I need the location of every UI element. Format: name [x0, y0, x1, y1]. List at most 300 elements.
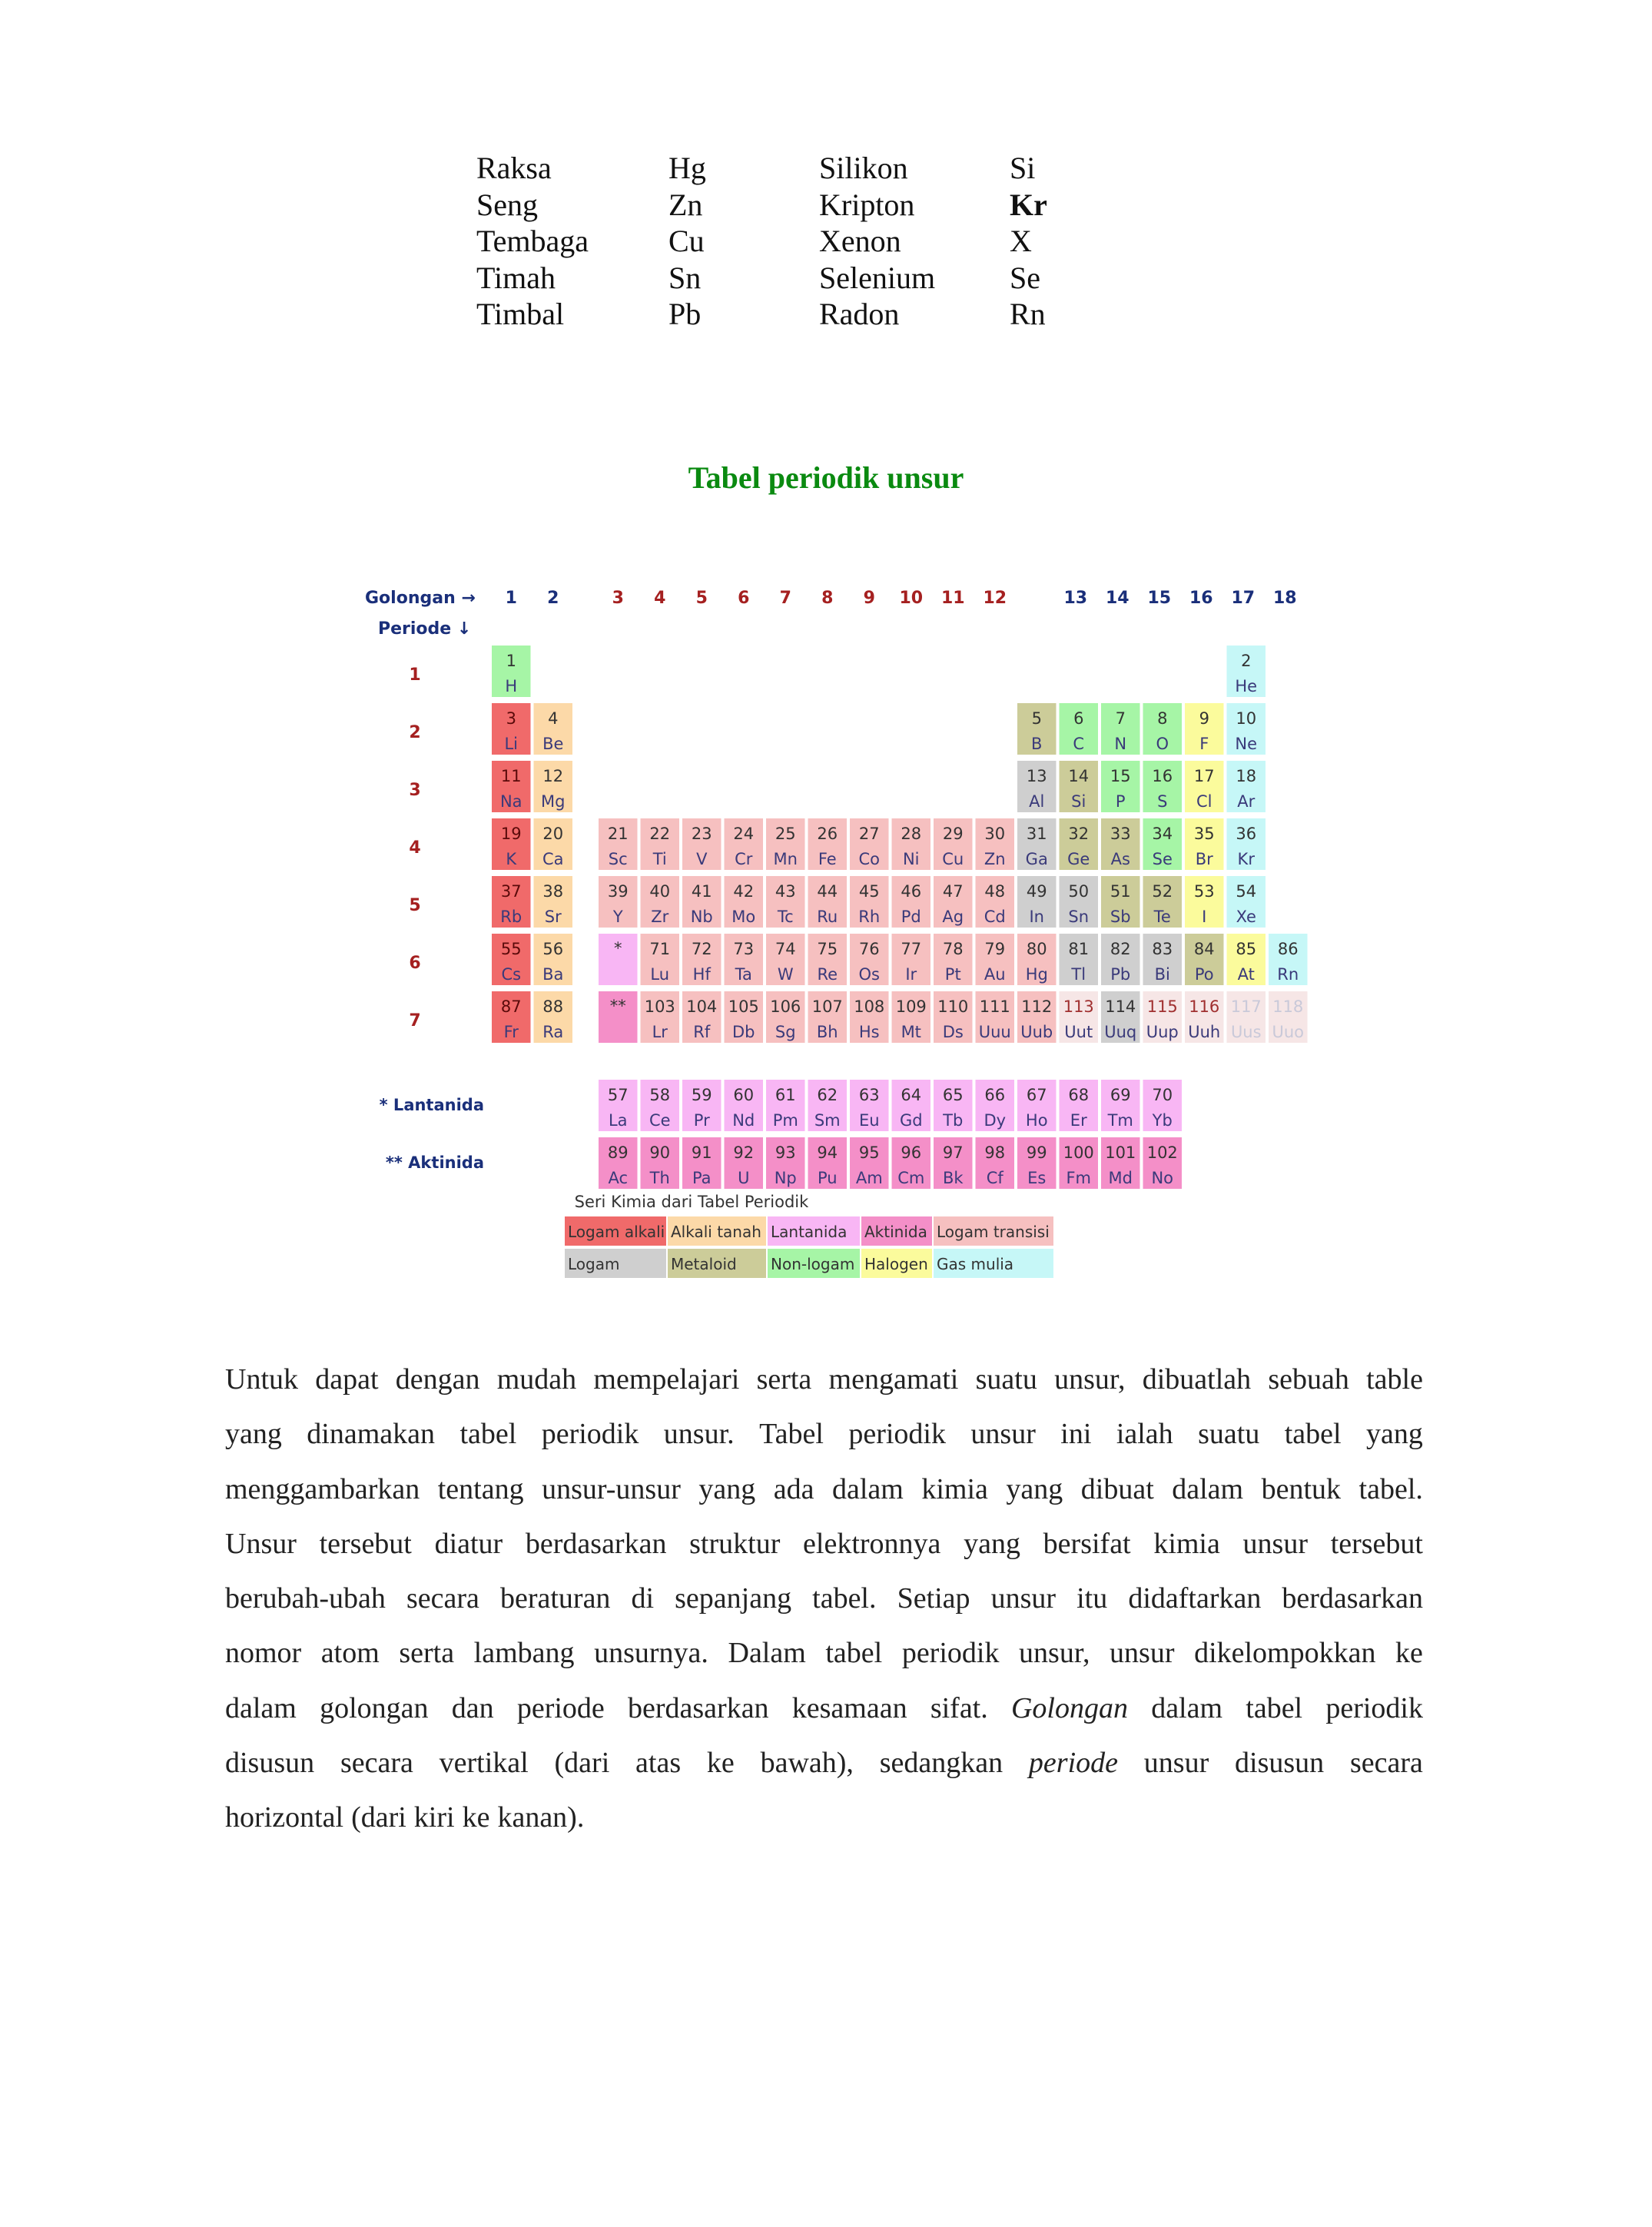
- atomic-number: 10: [1236, 709, 1257, 728]
- paragraph-line: menggambarkan tentang unsur-unsur yang ada dalam kimia yang dibuat dalam bentuk tabel.: [225, 1472, 1423, 1505]
- atomic-number: 82: [1110, 940, 1131, 958]
- atomic-number: 117: [1230, 997, 1262, 1016]
- atomic-number: 50: [1068, 882, 1090, 901]
- atomic-number: 92: [733, 1143, 755, 1162]
- element-symbol: Fr: [503, 1023, 519, 1041]
- element-symbol: Tl: [1071, 965, 1086, 984]
- element-symbol: Na: [499, 792, 522, 811]
- element-symbol: Uut: [1064, 1023, 1093, 1041]
- element-symbol: Hg: [1025, 965, 1048, 984]
- legend-label: Aktinida: [864, 1223, 927, 1241]
- atomic-number: 42: [733, 882, 755, 901]
- paragraph-line: nomor atom serta lambang unsurnya. Dalam tabel periodik unsur, unsur dikelompokkan ke: [225, 1637, 1423, 1670]
- aktinida-label: ** Aktinida: [385, 1153, 484, 1172]
- atomic-number: 28: [901, 825, 922, 843]
- paragraph-line: Untuk dapat dengan mudah mempelajari serta mengamati suatu unsur, dibuatlah sebuah table: [225, 1363, 1423, 1396]
- period-number: 5: [409, 896, 421, 915]
- atomic-number: 73: [733, 940, 755, 958]
- element-symbol: Bi: [1154, 965, 1170, 984]
- element-symbol: Th: [649, 1169, 670, 1187]
- element-symbol: La: [608, 1111, 628, 1130]
- lanthanide-marker: *: [614, 939, 622, 958]
- atomic-number: 17: [1193, 767, 1215, 785]
- element-symbol: Hs: [858, 1023, 880, 1041]
- element-symbol: Dy: [984, 1111, 1007, 1130]
- element-symbol: F: [1199, 735, 1209, 753]
- atomic-number: 100: [1063, 1143, 1094, 1162]
- atomic-number: 85: [1236, 940, 1257, 958]
- element-symbol: Md: [1108, 1169, 1133, 1187]
- atomic-number: 101: [1105, 1143, 1136, 1162]
- element-symbol: X: [1010, 224, 1032, 258]
- atomic-number: 26: [817, 825, 838, 843]
- element-symbol: Si: [1071, 792, 1086, 811]
- lantanida-label: * Lantanida: [379, 1096, 484, 1114]
- element-name: Timah: [476, 260, 556, 295]
- group-number: 4: [654, 589, 666, 608]
- element-symbol: Uuo: [1272, 1023, 1305, 1041]
- element-symbol: Pa: [692, 1169, 712, 1187]
- legend-label: Logam transisi: [937, 1223, 1050, 1241]
- atomic-number: 78: [942, 940, 964, 958]
- element-symbol: Mg: [541, 792, 566, 811]
- atomic-number: 22: [649, 825, 671, 843]
- atomic-number: 55: [500, 940, 522, 958]
- element-name-list: [476, 150, 1071, 333]
- atomic-number: 94: [817, 1143, 838, 1162]
- element-symbol: Uup: [1146, 1023, 1179, 1041]
- element-symbol: He: [1235, 677, 1258, 695]
- atomic-number: 5: [1031, 709, 1042, 728]
- element-symbol: In: [1029, 908, 1045, 926]
- atomic-number: 51: [1110, 882, 1131, 901]
- atomic-number: 61: [775, 1086, 796, 1104]
- atomic-number: 23: [691, 825, 712, 843]
- atomic-number: 112: [1021, 997, 1053, 1016]
- element-symbol: H: [505, 677, 518, 695]
- legend-label: Alkali tanah: [671, 1223, 761, 1241]
- atomic-number: 32: [1068, 825, 1090, 843]
- element-name: Raksa: [476, 151, 552, 185]
- atomic-number: 59: [691, 1086, 712, 1104]
- element-symbol: Uuq: [1104, 1023, 1137, 1041]
- element-symbol: Ar: [1237, 792, 1256, 811]
- element-symbol: Pb: [1110, 965, 1131, 984]
- group-number: 16: [1189, 589, 1213, 608]
- element-symbol: B: [1031, 735, 1043, 753]
- atomic-number: 52: [1152, 882, 1173, 901]
- element-name: Radon: [819, 297, 900, 331]
- legend-title: Seri Kimia dari Tabel Periodik: [574, 1193, 809, 1211]
- atomic-number: 70: [1152, 1086, 1173, 1104]
- legend-label: Gas mulia: [937, 1255, 1014, 1273]
- element-symbol: Br: [1195, 850, 1213, 868]
- element-symbol: Se: [1152, 850, 1173, 868]
- group-number: 6: [738, 589, 750, 608]
- atomic-number: 47: [942, 882, 964, 901]
- atomic-number: 60: [733, 1086, 755, 1104]
- element-symbol: Db: [731, 1023, 755, 1041]
- atomic-number: 6: [1073, 709, 1084, 728]
- atomic-number: 53: [1193, 882, 1215, 901]
- atomic-number: 115: [1146, 997, 1178, 1016]
- legend-label: Halogen: [864, 1255, 928, 1273]
- atomic-number: 15: [1110, 767, 1131, 785]
- element-symbol: Sm: [814, 1111, 841, 1130]
- atomic-number: 103: [644, 997, 675, 1016]
- atomic-number: 18: [1236, 767, 1257, 785]
- atomic-number: 20: [542, 825, 564, 843]
- element-symbol: Cu: [942, 850, 964, 868]
- golongan-label: Golongan →: [365, 589, 476, 608]
- group-number: 3: [612, 589, 624, 608]
- element-symbol: Hg: [668, 151, 706, 185]
- element-symbol: Am: [855, 1169, 883, 1187]
- atomic-number: 44: [817, 882, 838, 901]
- element-name: Seng: [476, 187, 538, 222]
- element-symbol: Cd: [984, 908, 1006, 926]
- element-symbol: Ni: [902, 850, 920, 868]
- period-number: 6: [409, 954, 421, 973]
- paragraph-line: yang dinamakan tabel periodik unsur. Tabel periodik unsur ini ialah suatu tabel yang: [225, 1418, 1423, 1451]
- element-symbol: No: [1151, 1169, 1174, 1187]
- element-symbol: Ce: [649, 1111, 671, 1130]
- atomic-number: 88: [542, 997, 564, 1016]
- element-symbol: Cf: [986, 1169, 1003, 1187]
- element-symbol: Os: [858, 965, 880, 984]
- element-symbol: Tm: [1107, 1111, 1133, 1130]
- element-symbol: Gd: [899, 1111, 923, 1130]
- body-paragraph: [225, 1352, 1423, 1846]
- element-symbol: Rn: [1010, 297, 1046, 331]
- group-number: 13: [1063, 589, 1088, 608]
- atomic-number: 83: [1152, 940, 1173, 958]
- element-symbol: S: [1157, 792, 1168, 811]
- atomic-number: 34: [1152, 825, 1173, 843]
- element-symbol: Co: [858, 850, 881, 868]
- atomic-number: 54: [1236, 882, 1257, 901]
- atomic-number: 30: [984, 825, 1006, 843]
- group-number: 11: [940, 589, 965, 608]
- group-number: 7: [779, 589, 791, 608]
- period-number: 7: [409, 1011, 421, 1031]
- atomic-number: 45: [858, 882, 880, 901]
- element-symbol: Se: [1010, 260, 1040, 295]
- atomic-number: 56: [542, 940, 564, 958]
- section-title: Tabel periodik unsur: [688, 460, 964, 495]
- atomic-number: 16: [1152, 767, 1173, 785]
- element-symbol: Ba: [542, 965, 564, 984]
- period-number: 2: [409, 723, 421, 742]
- legend-label: Logam alkali: [568, 1223, 665, 1241]
- element-symbol: Cs: [501, 965, 522, 984]
- element-symbol: Cu: [668, 224, 705, 258]
- element-symbol: O: [1156, 735, 1169, 753]
- element-symbol: K: [506, 850, 517, 868]
- atomic-number: 29: [942, 825, 964, 843]
- atomic-number: 96: [901, 1143, 922, 1162]
- atomic-number: 105: [728, 997, 759, 1016]
- element-symbol: Te: [1153, 908, 1171, 926]
- atomic-number: 95: [858, 1143, 880, 1162]
- element-symbol: Si: [1010, 151, 1036, 185]
- group-number: 8: [821, 589, 834, 608]
- element-symbol: Ds: [942, 1023, 964, 1041]
- atomic-number: 63: [858, 1086, 880, 1104]
- element-symbol: Po: [1194, 965, 1214, 984]
- atomic-number: 87: [500, 997, 522, 1016]
- element-symbol: Sb: [1110, 908, 1131, 926]
- element-symbol: Y: [612, 908, 623, 926]
- element-symbol: Rn: [1277, 965, 1299, 984]
- element-symbol: Pm: [772, 1111, 798, 1130]
- group-number: 12: [983, 589, 1007, 608]
- atomic-number: 57: [607, 1086, 629, 1104]
- element-symbol: Ge: [1067, 850, 1090, 868]
- atomic-number: 111: [979, 997, 1010, 1016]
- atomic-number: 110: [937, 997, 969, 1016]
- element-list-row: [476, 187, 1071, 224]
- element-symbol: Uub: [1020, 1023, 1053, 1041]
- element-symbol: V: [696, 850, 708, 868]
- element-symbol: Es: [1027, 1169, 1047, 1187]
- actinide-marker: **: [609, 997, 626, 1015]
- element-symbol: Mo: [731, 908, 756, 926]
- legend-label: Metaloid: [671, 1255, 737, 1273]
- legend-label: Logam: [568, 1255, 620, 1273]
- element-symbol: Uus: [1230, 1023, 1262, 1041]
- element-symbol: N: [1114, 735, 1127, 753]
- element-symbol: Er: [1070, 1111, 1087, 1130]
- atomic-number: 67: [1026, 1086, 1047, 1104]
- element-symbol: Ne: [1235, 735, 1258, 753]
- atomic-number: 75: [817, 940, 838, 958]
- atomic-number: 12: [542, 767, 564, 785]
- atomic-number: 46: [901, 882, 922, 901]
- element-name: Xenon: [819, 224, 901, 258]
- element-name: Silikon: [819, 151, 908, 185]
- element-symbol: C: [1073, 735, 1085, 753]
- element-list-row: [476, 296, 1071, 333]
- element-symbol: Zn: [668, 187, 703, 222]
- group-number: 14: [1105, 589, 1130, 608]
- atomic-number: 84: [1193, 940, 1215, 958]
- element-name: Selenium: [819, 260, 936, 295]
- atomic-number: 38: [542, 882, 564, 901]
- element-symbol: Ca: [542, 850, 564, 868]
- atomic-number: 31: [1026, 825, 1047, 843]
- paragraph-line: dalam golongan dan periode berdasarkan kesamaan sifat. Golongan dalam tabel periodik: [225, 1691, 1423, 1724]
- atomic-number: 64: [901, 1086, 922, 1104]
- group-number: 18: [1272, 589, 1297, 608]
- element-symbol: Cm: [897, 1169, 925, 1187]
- element-list-row: [476, 223, 1071, 260]
- element-symbol: Hf: [692, 965, 711, 984]
- element-symbol: Sr: [544, 908, 562, 926]
- atomic-number: 33: [1110, 825, 1131, 843]
- atomic-number: 97: [942, 1143, 964, 1162]
- atomic-number: 107: [811, 997, 843, 1016]
- element-symbol: Eu: [858, 1111, 880, 1130]
- atomic-number: 35: [1193, 825, 1215, 843]
- element-symbol: U: [738, 1169, 750, 1187]
- atomic-number: 25: [775, 825, 796, 843]
- atomic-number: 108: [854, 997, 885, 1016]
- periodic-table: [361, 573, 1305, 1295]
- element-symbol: Sc: [608, 850, 628, 868]
- element-symbol: Rh: [858, 908, 881, 926]
- element-symbol: Nd: [732, 1111, 755, 1130]
- element-symbol: Fe: [818, 850, 837, 868]
- atomic-number: 66: [984, 1086, 1006, 1104]
- element-symbol: Np: [774, 1169, 797, 1187]
- element-symbol: Bk: [942, 1169, 964, 1187]
- atomic-number: 2: [1241, 652, 1252, 670]
- atomic-number: 13: [1026, 767, 1047, 785]
- element-symbol: Ac: [608, 1169, 629, 1187]
- atomic-number: 98: [984, 1143, 1006, 1162]
- element-symbol: Sn: [668, 260, 702, 295]
- atomic-number: 24: [733, 825, 755, 843]
- element-symbol: P: [1115, 792, 1126, 811]
- element-symbol: Re: [817, 965, 838, 984]
- element-symbol: Uuu: [978, 1023, 1011, 1041]
- atomic-number: 69: [1110, 1086, 1131, 1104]
- group-number: 9: [863, 589, 875, 608]
- element-symbol: Uuh: [1188, 1023, 1221, 1041]
- atomic-number: 68: [1068, 1086, 1090, 1104]
- atomic-number: 9: [1199, 709, 1209, 728]
- element-symbol: Rf: [693, 1023, 711, 1041]
- atomic-number: 36: [1236, 825, 1257, 843]
- atomic-number: 113: [1063, 997, 1094, 1016]
- element-symbol: Mn: [773, 850, 798, 868]
- atomic-number: 99: [1026, 1143, 1047, 1162]
- element-symbol: Al: [1029, 792, 1045, 811]
- legend-label: Lantanida: [771, 1223, 848, 1241]
- element-symbol: Zn: [984, 850, 1006, 868]
- atomic-number: 7: [1115, 709, 1126, 728]
- atomic-number: 48: [984, 882, 1006, 901]
- element-symbol: At: [1237, 965, 1255, 984]
- element-symbol: Pu: [817, 1169, 838, 1187]
- atomic-number: 114: [1105, 997, 1136, 1016]
- atomic-number: 65: [942, 1086, 964, 1104]
- atomic-number: 79: [984, 940, 1006, 958]
- paragraph-line: horizontal (dari kiri ke kanan).: [225, 1801, 585, 1834]
- atomic-number: 62: [817, 1086, 838, 1104]
- element-symbol: Ra: [542, 1023, 564, 1041]
- atomic-number: 11: [500, 767, 522, 785]
- atomic-number: 8: [1157, 709, 1168, 728]
- period-number: 3: [409, 781, 421, 800]
- element-symbol: Xe: [1236, 908, 1256, 926]
- group-number: 1: [505, 589, 517, 608]
- element-symbol: Cr: [735, 850, 753, 868]
- atomic-number: 74: [775, 940, 796, 958]
- atomic-number: 90: [649, 1143, 671, 1162]
- element-symbol: Sg: [775, 1023, 796, 1041]
- atomic-number: 49: [1026, 882, 1047, 901]
- element-symbol: Li: [504, 735, 519, 753]
- atomic-number: 58: [649, 1086, 671, 1104]
- period-number: 1: [409, 665, 421, 685]
- atomic-number: 41: [691, 882, 712, 901]
- element-symbol: Au: [984, 965, 1006, 984]
- group-number: 5: [695, 589, 708, 608]
- element-symbol: Be: [542, 735, 564, 753]
- atomic-number: 80: [1026, 940, 1047, 958]
- element-symbol: Kr: [1237, 850, 1255, 868]
- atomic-number: 72: [691, 940, 712, 958]
- paragraph-line: disusun secara vertikal (dari atas ke bawah), sedangkan periode unsur disusun secara: [225, 1747, 1423, 1780]
- atomic-number: 104: [686, 997, 718, 1016]
- group-number: 10: [899, 589, 924, 608]
- element-list-row: [476, 150, 1071, 187]
- atomic-number: 89: [607, 1143, 629, 1162]
- atomic-number: 118: [1272, 997, 1304, 1016]
- atomic-number: 106: [770, 997, 801, 1016]
- element-symbol: Bh: [816, 1023, 838, 1041]
- element-symbol: Nb: [690, 908, 713, 926]
- element-symbol: Lu: [650, 965, 670, 984]
- atomic-number: 91: [691, 1143, 712, 1162]
- element-symbol: Rb: [500, 908, 522, 926]
- atomic-number: 1: [506, 652, 516, 670]
- element-list-row: [476, 260, 1071, 297]
- atomic-number: 76: [858, 940, 880, 958]
- element-symbol: Cl: [1196, 792, 1212, 811]
- atomic-number: 81: [1068, 940, 1090, 958]
- group-number: 17: [1231, 589, 1256, 608]
- element-symbol: Ag: [942, 908, 964, 926]
- paragraph-line: berubah-ubah secara beraturan di sepanjang tabel. Setiap unsur itu didaftarkan berdasarkan: [225, 1582, 1423, 1615]
- atomic-number: 86: [1277, 940, 1299, 958]
- element-symbol: I: [1202, 908, 1207, 926]
- element-symbol: Ga: [1025, 850, 1048, 868]
- element-symbol: Tb: [943, 1111, 964, 1130]
- group-number: 2: [547, 589, 559, 608]
- element-symbol: Zr: [651, 908, 669, 926]
- element-symbol: Pr: [693, 1111, 710, 1130]
- element-symbol: Ta: [735, 965, 752, 984]
- element-name: Tembaga: [476, 224, 589, 258]
- group-number: 15: [1147, 589, 1172, 608]
- legend-label: Non-logam: [771, 1255, 855, 1273]
- atomic-number: 27: [858, 825, 880, 843]
- element-symbol: Ti: [652, 850, 667, 868]
- element-symbol: Ir: [905, 965, 917, 984]
- atomic-number: 77: [901, 940, 922, 958]
- atomic-number: 39: [607, 882, 629, 901]
- atomic-number: 71: [649, 940, 671, 958]
- element-symbol: As: [1110, 850, 1130, 868]
- atomic-number: 21: [607, 825, 629, 843]
- atomic-number: 102: [1146, 1143, 1178, 1162]
- atomic-number: 109: [895, 997, 927, 1016]
- atomic-number: 93: [775, 1143, 796, 1162]
- element-symbol: Lr: [652, 1023, 668, 1041]
- atomic-number: 14: [1068, 767, 1090, 785]
- element-symbol: Fm: [1066, 1169, 1092, 1187]
- periode-label: Periode ↓: [378, 619, 472, 639]
- period-number: 4: [409, 838, 421, 858]
- atomic-number: 43: [775, 882, 796, 901]
- element-symbol: Pd: [901, 908, 921, 926]
- atomic-number: 4: [548, 709, 559, 728]
- element-symbol: Pb: [668, 297, 702, 331]
- paragraph-line: Unsur tersebut diatur berdasarkan struktur elektronnya yang bersifat kimia unsur tersebut: [225, 1527, 1423, 1560]
